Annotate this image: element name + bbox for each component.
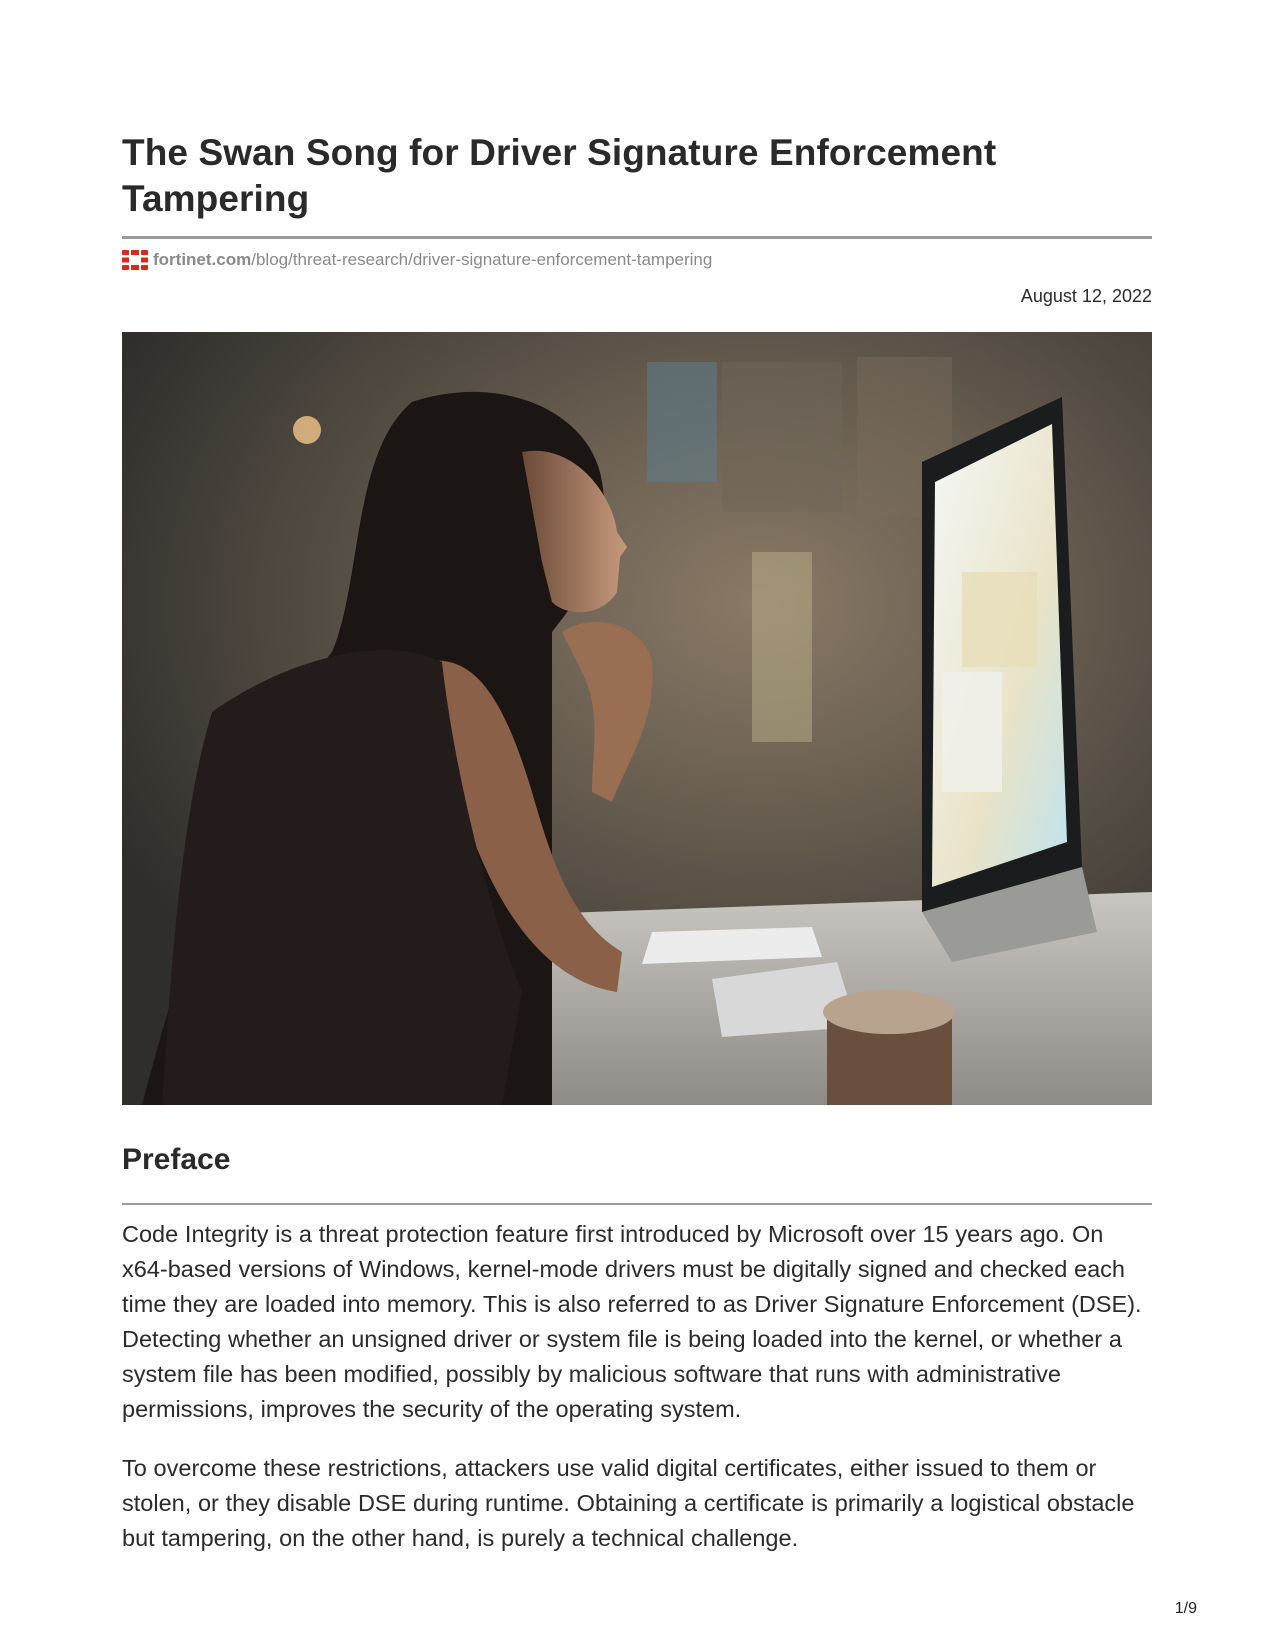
section-heading-preface: Preface [122,1143,231,1176]
source-domain: fortinet.com [153,250,252,269]
hero-image [122,332,1152,1105]
photo-woman-at-computer [122,332,1152,1105]
page-title: The Swan Song for Driver Signature Enforcement Tampering [122,132,997,219]
publish-date: August 12, 2022 [1020,286,1152,306]
source-link[interactable] [122,248,1152,272]
fortinet-logo-icon [122,250,148,270]
title-divider [122,236,1152,239]
article [122,120,1152,1556]
section-divider [122,1203,1152,1205]
paragraph: To overcome these restrictions, attackers use valid digital certificates, either issued to them or stolen, or they disable DSE during runtime. Obtaining a certificate is primarily a logistical obstacle but tampering, on the other hand, is purely a technical challenge. [122,1454,1135,1551]
page-number: 1/9 [1174,1600,1197,1617]
source-path: /blog/threat-research/driver-signature-enforcement-tampering [251,250,713,269]
paragraph: Code Integrity is a threat protection feature first introduced by Microsoft over 15 years ago. On x64-based versions of Windows, kernel-mode drivers must be digitally signed and checked each time they are loaded into memory. This is also referred to as Driver Signature Enforcement (DSE). Detecting whether an unsigned driver or system file is being loaded into the kernel, or whether a system file has been modified, possibly by malicious software that runs with administrative permissions, improves the security of the operating system. [122,1220,1142,1422]
